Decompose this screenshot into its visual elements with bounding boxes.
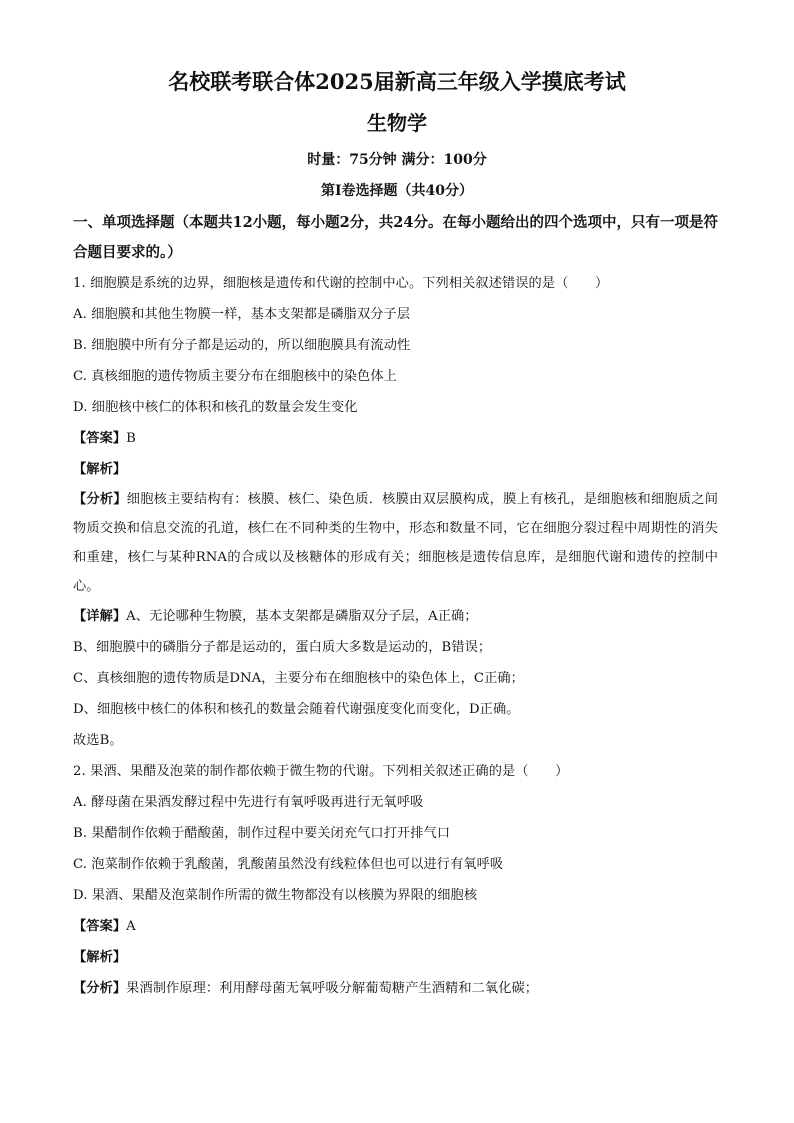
answer-line bbox=[73, 423, 718, 454]
fenxi-tag: 【分析】 bbox=[73, 981, 127, 996]
detail-a: A、无论哪种生物膜，基本支架都是磷脂双分子层，A正确； bbox=[126, 609, 478, 624]
fenxi-body: 细胞核主要结构有：核膜、核仁、染色质．核膜由双层膜构成，膜上有核孔，是细胞核和细胞质之间物质交换和信息交流的孔道，核仁在不同种类的生物中，形态和数量不同，它在细胞分裂过程中周期性的消失和重建，核仁与某种RNA的合成以及核糖体的形成有关；细胞核是遗传信息库，是细胞代谢和遗传的控制中心。 bbox=[73, 492, 718, 594]
analysis-tag: 【解析】 bbox=[73, 462, 127, 477]
option-c: C. 泡菜制作依赖于乳酸菌，乳酸菌虽然没有线粒体但也可以进行有氧呼吸 bbox=[73, 857, 504, 872]
option-a: A. 酵母菌在果酒发酵过程中先进行有氧呼吸再进行无氧呼吸 bbox=[73, 795, 424, 810]
conclusion: 故选B。 bbox=[73, 733, 123, 748]
question-1 bbox=[73, 268, 718, 756]
detail-tag: 【详解】 bbox=[73, 609, 127, 624]
detail-line-b: B、细胞膜中的磷脂分子都是运动的，蛋白质大多数是运动的，B错误； bbox=[73, 640, 492, 655]
question-2 bbox=[73, 756, 718, 1004]
section-heading: 一、单项选择题（本题共12小题，每小题2分，共24分。在每小题给出的四个选项中，只有一项是符合题目要求的。） bbox=[73, 214, 718, 261]
analysis-tag: 【解析】 bbox=[73, 950, 127, 965]
answer-value: B bbox=[126, 431, 136, 446]
document-body bbox=[73, 208, 718, 1004]
detail-line-c: C、真核细胞的遗传物质是DNA，主要分布在细胞核中的染色体上，C正确； bbox=[73, 671, 524, 686]
answer-line bbox=[73, 911, 718, 942]
answer-tag: 【答案】 bbox=[73, 919, 127, 934]
option-b: B. 果醋制作依赖于醋酸菌，制作过程中要关闭充气口打开排气口 bbox=[73, 826, 451, 841]
option-a: A. 细胞膜和其他生物膜一样，基本支架都是磷脂双分子层 bbox=[73, 307, 411, 322]
option-c: C. 真核细胞的遗传物质主要分布在细胞核中的染色体上 bbox=[73, 369, 397, 384]
volume-heading: 第Ⅰ卷选择题（共40分） bbox=[320, 183, 474, 199]
detail-line-a bbox=[73, 601, 718, 632]
option-d: D. 细胞核中核仁的体积和核孔的数量会发生变化 bbox=[73, 400, 358, 415]
answer-tag: 【答案】 bbox=[73, 431, 127, 446]
answer-value: A bbox=[126, 919, 136, 934]
exam-title: 名校联考联合体2025届新高三年级入学摸底考试 bbox=[168, 69, 626, 94]
detail-line-d: D、细胞核中核仁的体积和核孔的数量会随着代谢强度变化而变化，D正确。 bbox=[73, 702, 520, 717]
question-stem: 2. 果酒、果醋及泡菜的制作都依赖于微生物的代谢。下列相关叙述正确的是（ ） bbox=[73, 764, 569, 779]
option-b: B. 细胞膜中所有分子都是运动的，所以细胞膜具有流动性 bbox=[73, 338, 411, 353]
option-d: D. 果酒、果醋及泡菜制作所需的微生物都没有以核膜为界限的细胞核 bbox=[73, 888, 478, 903]
analysis-text bbox=[73, 485, 718, 601]
analysis-text bbox=[73, 973, 718, 1004]
fenxi-body: 果酒制作原理：利用酵母菌无氧呼吸分解葡萄糖产生酒精和二氧化碳； bbox=[126, 981, 539, 996]
question-stem: 1. 细胞膜是系统的边界，细胞核是遗传和代谢的控制中心。下列相关叙述错误的是（ ） bbox=[73, 276, 609, 291]
exam-meta: 时量：75分钟 满分：100分 bbox=[307, 152, 487, 168]
exam-subject: 生物学 bbox=[367, 111, 427, 135]
fenxi-tag: 【分析】 bbox=[73, 492, 127, 507]
